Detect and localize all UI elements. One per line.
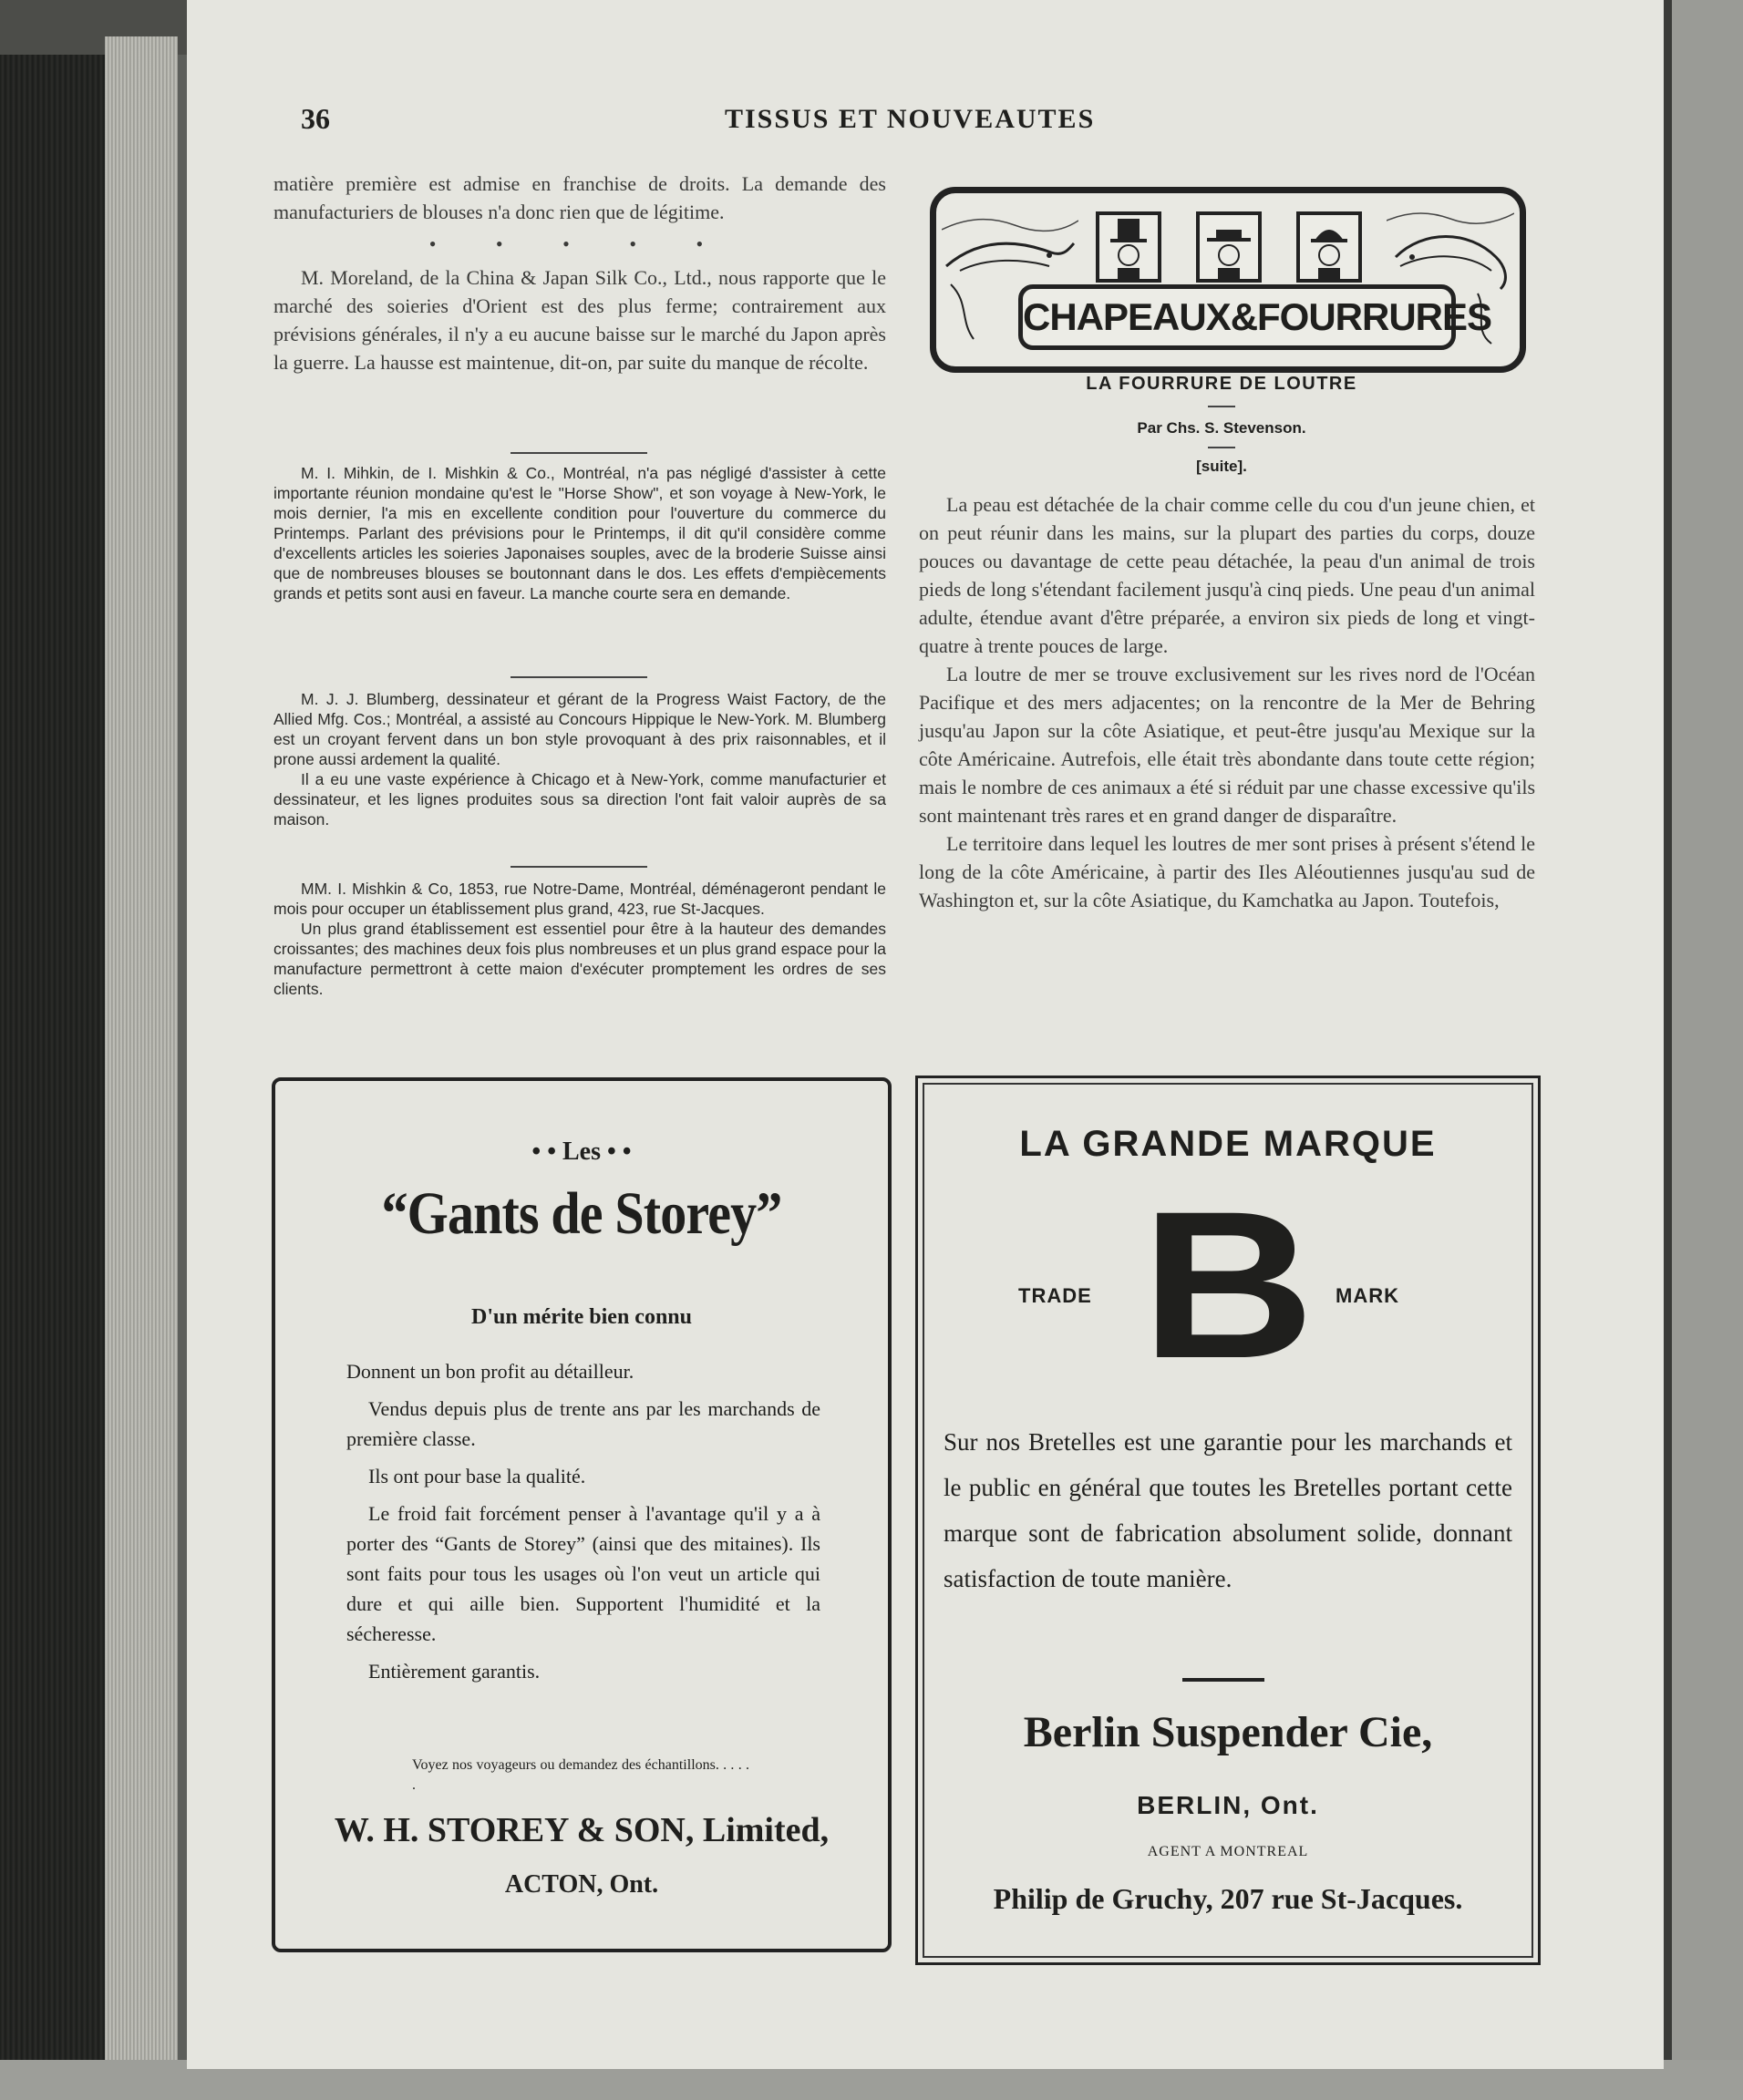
article-suite: [suite]. bbox=[1196, 458, 1247, 475]
ad-les-label: • • Les • • bbox=[531, 1138, 632, 1166]
chapeaux-fourrures-banner bbox=[930, 187, 1526, 373]
divider bbox=[511, 452, 647, 454]
ad-address: Philip de Gruchy, 207 rue St-Jacques. bbox=[993, 1882, 1463, 1915]
note-text: MM. I. Mishkin & Co, 1853, rue Notre-Dame, Montréal, déménageront pendant le mois pour occuper un établissement plus grand, 423, rue St-Jacques. bbox=[273, 880, 886, 918]
mark-label: MARK bbox=[1336, 1284, 1399, 1307]
ad-berlin-suspender bbox=[915, 1076, 1541, 1965]
note-text: M. I. Mihkin, de I. Mishkin & Co., Montréal, n'a pas négligé d'assister à cette importante réunion mondaine qu'est le "Horse Show", et son voyage à New-York, le mois dernier, l'a mis en excellente condition pour l'ouverture du commerce du Printemps. Parlant des prévisions pour le Printemps, il dit qu'il considère comme d'excellents articles les soieries Japonaises souples, avec de la broderie Suisse ainsi que de nombreuses blouses se boutonnant dans le dos. Les effets d'empiècements grands et petits sont ausi en faveur. La manche courte sera en demande. bbox=[273, 464, 886, 602]
ad-body bbox=[346, 1356, 820, 1686]
running-title: TISSUS ET NOUVEAUTES bbox=[725, 104, 1096, 134]
ad-company: Berlin Suspender Cie, bbox=[1023, 1708, 1433, 1756]
ad-city: BERLIN, Ont. bbox=[1137, 1791, 1319, 1819]
article-byline: Par Chs. S. Stevenson. bbox=[1137, 419, 1306, 437]
hats-row bbox=[1096, 211, 1360, 277]
note-text: Il a eu une vaste expérience à Chicago et à New-York, comme manufacturier et dessinateur, et les lignes produites sous sa direction l'ont fait valoir auprès de sa maison. bbox=[273, 770, 886, 829]
section-stars: • • • • • bbox=[428, 232, 731, 255]
ad-gants-de-storey bbox=[272, 1077, 892, 1952]
ad-line: Le froid fait forcément penser à l'avantage qu'il y a à porter des “Gants de Storey” (ainsi que des mitaines). Ils sont faits pour tous les usages où l'on veut un article qui dure et qui aille bien. Supportent l'humidité et la sécheresse. bbox=[346, 1502, 820, 1645]
scan-background bbox=[1668, 0, 1743, 2100]
ad-small-note: Voyez nos voyageurs ou demandez des échantillons. . . . . . bbox=[412, 1757, 749, 1793]
trade-mark-letter: B bbox=[1140, 1168, 1315, 1402]
ad-subtitle: D'un mérite bien connu bbox=[470, 1305, 692, 1329]
paragraph: matière première est admise en franchise de droits. La demande des manufacturiers de blouses n'a donc rien que de légitime. bbox=[273, 172, 886, 223]
news-note-blumberg bbox=[273, 689, 886, 829]
trade-label: TRADE bbox=[1018, 1284, 1092, 1307]
top-hat-icon bbox=[1096, 211, 1161, 283]
divider bbox=[511, 866, 647, 868]
ad-line: Ils ont pour base la qualité. bbox=[368, 1465, 586, 1488]
ad-title: “Gants de Storey” bbox=[381, 1180, 782, 1247]
book-spine bbox=[0, 55, 105, 2100]
divider bbox=[1182, 1678, 1264, 1682]
ad-agent-label: AGENT A MONTREAL bbox=[1147, 1844, 1309, 1859]
page-stack-edge bbox=[105, 36, 178, 2100]
paragraph: Le territoire dans lequel les loutres de mer sont prises à présent s'étend le long de la côte Américaine, à partir des Iles Aléoutiennes jusqu'au sud de Washington et, sur la côte Asiatique, du Kamchatka au Japon. Toutefois, bbox=[919, 832, 1535, 911]
left-column-top bbox=[273, 170, 886, 376]
banner-title: CHAPEAUX&FOURRURES bbox=[1018, 284, 1456, 350]
ad-company: W. H. STOREY & SON, Limited, bbox=[334, 1811, 830, 1849]
ad-line: Donnent un bon profit au détailleur. bbox=[346, 1360, 634, 1383]
paragraph: M. Moreland, de la China & Japan Silk Co., Ltd., nous rapporte que le marché des soieries d'Orient est des plus ferme; contrairement aux prévisions générales, il n'y a eu aucune baisse sur le marché du Japon après la guerre. La hausse est maintenue, dit-on, par suite du manque de récolte. bbox=[273, 266, 886, 374]
paragraph: La loutre de mer se trouve exclusivement sur les rives nord de l'Océan Pacifique et des mers adjacentes; on la rencontre de la Mer de Behring jusqu'au Japon sur la côte Asiatique, et peut-être jusqu'au Mexique sur la côte Américaine. Autrefois, elle était très abondante dans toute cette région; mais le nombre de ces animaux a été si réduit par une chasse excessive qu'ils sont maintenant très rares et en grand danger de disparaître. bbox=[919, 663, 1535, 827]
ad-body: Sur nos Bretelles est une garantie pour les marchands et le public en général que toutes les Bretelles portant cette marque sont de fabrication absolument solide, donnant satisfaction de toute manière. bbox=[944, 1428, 1512, 1592]
news-note-moving bbox=[273, 879, 886, 999]
news-note-mishkin bbox=[273, 463, 886, 603]
note-text: Un plus grand établissement est essentiel pour être à la hauteur des demandes croissantes; des machines deux fois plus nombreuses et un plus grand espace pour la manufacture permettront à cette maion d'exécuter promptement les ordres de ses clients. bbox=[273, 920, 886, 998]
bowler-hat-icon bbox=[1296, 211, 1362, 283]
page-number: 36 bbox=[301, 102, 330, 135]
ad-city: ACTON, Ont. bbox=[504, 1870, 659, 1899]
ad-line: Entièrement garantis. bbox=[368, 1660, 541, 1683]
divider bbox=[1208, 447, 1235, 448]
divider bbox=[1208, 406, 1235, 407]
divider bbox=[511, 676, 647, 678]
article-body bbox=[919, 490, 1535, 914]
ad-line: Vendus depuis plus de trente ans par les marchands de première classe. bbox=[346, 1397, 820, 1450]
ad-headline: LA GRANDE MARQUE bbox=[1019, 1124, 1437, 1164]
paragraph: La peau est détachée de la chair comme celle du cou d'un jeune chien, et on peut réunir dans les mains, sur la plupart des parties du corps, douze pouces ou davantage de cette peau détachée, la peau d'un animal de trois pieds de long s'étendant facilement jusqu'à cinq pieds. Une peau d'un animal adulte, étendue avant d'être préparée, a environ six pieds de long et vingt-quatre à trente pouces de large. bbox=[919, 493, 1535, 657]
boater-hat-icon bbox=[1196, 211, 1262, 283]
article-title: LA FOURRURE DE LOUTRE bbox=[1086, 374, 1357, 394]
note-text: M. J. J. Blumberg, dessinateur et gérant de la Progress Waist Factory, de the Allied Mfg. Cos.; Montréal, a assisté au Concours Hippique le New-York. M. Blumberg est un croyant fervent dans un bon style provoquant à des prix raisonnables, et il prone aussi ardement la qualité. bbox=[273, 690, 886, 768]
